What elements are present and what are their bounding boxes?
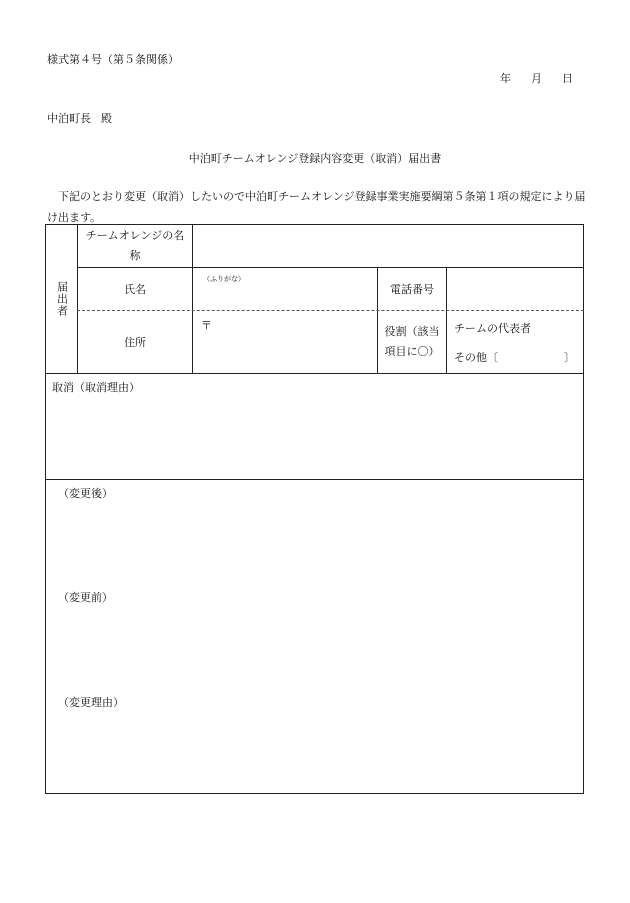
name-label: 氏名 [124,283,146,296]
phone-label: 電話番号 [390,283,434,296]
before-change-label: （変更前） [58,591,113,604]
change-reason-label: （変更理由） [58,696,124,709]
cancel-reason-label: 取消（取消理由） [52,381,140,394]
after-change-label: （変更後） [58,487,113,500]
document-title: 中泊町チームオレンジ登録内容変更（取消）届出書 [188,152,442,165]
date-year: 年 [500,72,511,85]
intro-paragraph: 下記のとおり変更（取消）したいので中泊町チームオレンジ登録事業実施要綱第５条第１項の規定により届け出ます。 [47,190,586,224]
furigana-label: （ふりがな） [203,275,245,283]
notification-form [45,224,584,794]
address-label: 住所 [124,336,146,349]
role-label: 役割（該当項目に〇） [384,325,440,358]
role-option-other[interactable]: その他〔 〕 [454,351,575,364]
cancel-reason-field[interactable] [46,395,584,479]
name-field[interactable] [193,268,377,310]
role-option-representative[interactable]: チームの代表者 [454,322,531,335]
date-month: 月 [531,72,542,85]
team-name-field[interactable] [193,225,584,267]
applicant-label: 届出者 [55,281,69,317]
team-name-label: チームオレンジの名称 [85,229,185,262]
form-number: 様式第４号（第５条関係） [47,53,179,66]
phone-field[interactable] [447,268,584,310]
addressee [47,110,112,126]
address-field[interactable] [193,311,377,373]
date-day: 日 [562,72,573,85]
date-line [500,70,573,86]
postal-mark: 〒 [201,319,212,332]
honorific: 殿 [101,112,112,125]
change-details-field[interactable] [46,501,584,791]
addressee-name: 中泊町長 [47,112,91,125]
